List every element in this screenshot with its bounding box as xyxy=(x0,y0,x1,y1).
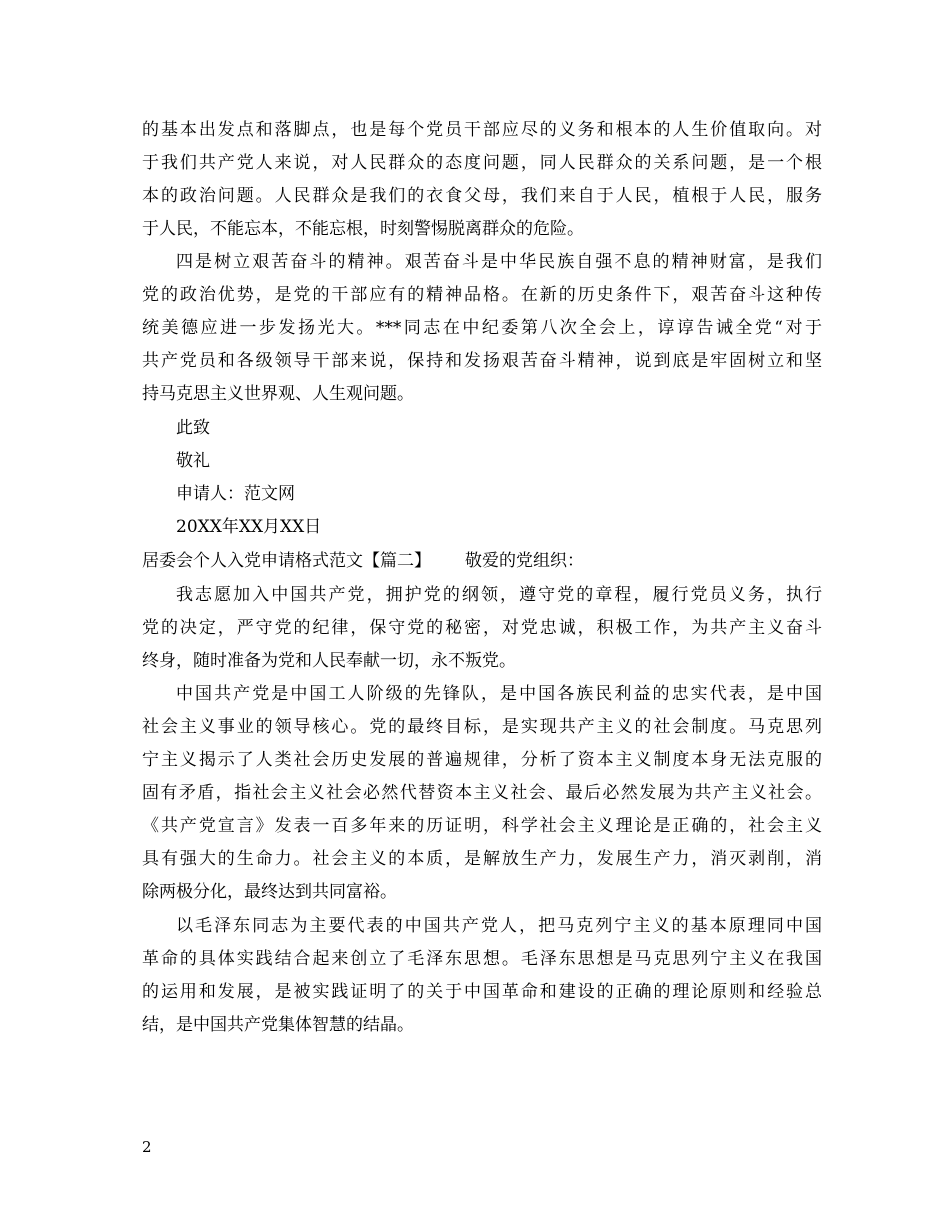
paragraph-line: 统美德应进一步发扬光大。***同志在中纪委第八次全会上，谆谆告诫全党“对于 xyxy=(142,318,822,338)
paragraph-line: 中国共产党是中国工人阶级的先锋队，是中国各族民利益的忠实代表，是中国 xyxy=(176,684,822,704)
date-line: 20XX年XX月XX日 xyxy=(176,517,322,537)
paragraph-line: 于人民，不能忘本，不能忘根，时刻警惕脱离群众的危险。 xyxy=(142,219,584,239)
paragraph-line: 四是树立艰苦奋斗的精神。艰苦奋斗是中华民族自强不息的精神财富，是我们 xyxy=(176,252,822,272)
section-heading xyxy=(142,550,822,572)
paragraph-line: 以毛泽东同志为主要代表的中国共产党人，把马克列宁主义的基本原理同中国 xyxy=(176,916,822,936)
paragraph-line: 具有强大的生命力。社会主义的本质，是解放生产力，发展生产力，消灭剥削，消 xyxy=(142,849,822,869)
paragraph-line: 革命的具体实践结合起来创立了毛泽东思想。毛泽东思想是马克思列宁主义在我国 xyxy=(142,949,822,969)
closing-line: 敬礼 xyxy=(176,451,210,471)
paragraph-line: 共产党员和各级领导干部来说，保持和发扬艰苦奋斗精神，说到底是牢固树立和坚 xyxy=(142,351,822,371)
paragraph-line: 我志愿加入中国共产党，拥护党的纲领，遵守党的章程，履行党员义务，执行 xyxy=(176,585,822,605)
paragraph-line: 本的政治问题。人民群众是我们的衣食父母，我们来自于人民，植根于人民，服务 xyxy=(142,186,822,206)
paragraph-line: 于我们共产党人来说，对人民群众的态度问题，同人民群众的关系问题，是一个根 xyxy=(142,153,822,173)
paragraph-line: 除两极分化，最终达到共同富裕。 xyxy=(142,882,397,902)
paragraph-line: 《共产党宣言》发表一百多年来的历证明，科学社会主义理论是正确的，社会主义 xyxy=(142,816,822,836)
page-number: 2 xyxy=(142,1138,152,1156)
paragraph-line: 党的政治优势，是党的干部应有的精神品格。在新的历史条件下，艰苦奋斗这种传 xyxy=(142,285,822,305)
paragraph-line: 的运用和发展，是被实践证明了的关于中国革命和建设的正确的理论原则和经验总 xyxy=(142,982,822,1002)
paragraph-line: 结，是中国共产党集体智慧的结晶。 xyxy=(142,1015,414,1035)
section-salutation: 敬爱的党组织： xyxy=(465,551,584,571)
paragraph-line: 社会主义事业的领导核心。党的最终目标，是实现共产主义的社会制度。马克思列 xyxy=(142,717,822,737)
paragraph-line: 固有矛盾，指社会主义社会必然代替资本主义社会、最后必然发展为共产主义社会。 xyxy=(142,783,822,803)
paragraph-line: 党的决定，严守党的纪律，保守党的秘密，对党忠诚，积极工作，为共产主义奋斗 xyxy=(142,618,822,638)
paragraph-line: 持马克思主义世界观、人生观问题。 xyxy=(142,384,414,404)
paragraph-line: 的基本出发点和落脚点，也是每个党员干部应尽的义务和根本的人生价值取向。对 xyxy=(142,120,822,140)
signature-line: 申请人：范文网 xyxy=(176,484,295,504)
paragraph-line: 宁主义揭示了人类社会历史发展的普遍规律，分析了资本主义制度本身无法克服的 xyxy=(142,750,822,770)
section-title: 居委会个人入党申请格式范文【篇二】 xyxy=(142,551,431,571)
closing-line: 此致 xyxy=(176,418,210,438)
paragraph-line: 终身，随时准备为党和人民奉献一切，永不叛党。 xyxy=(142,651,516,671)
